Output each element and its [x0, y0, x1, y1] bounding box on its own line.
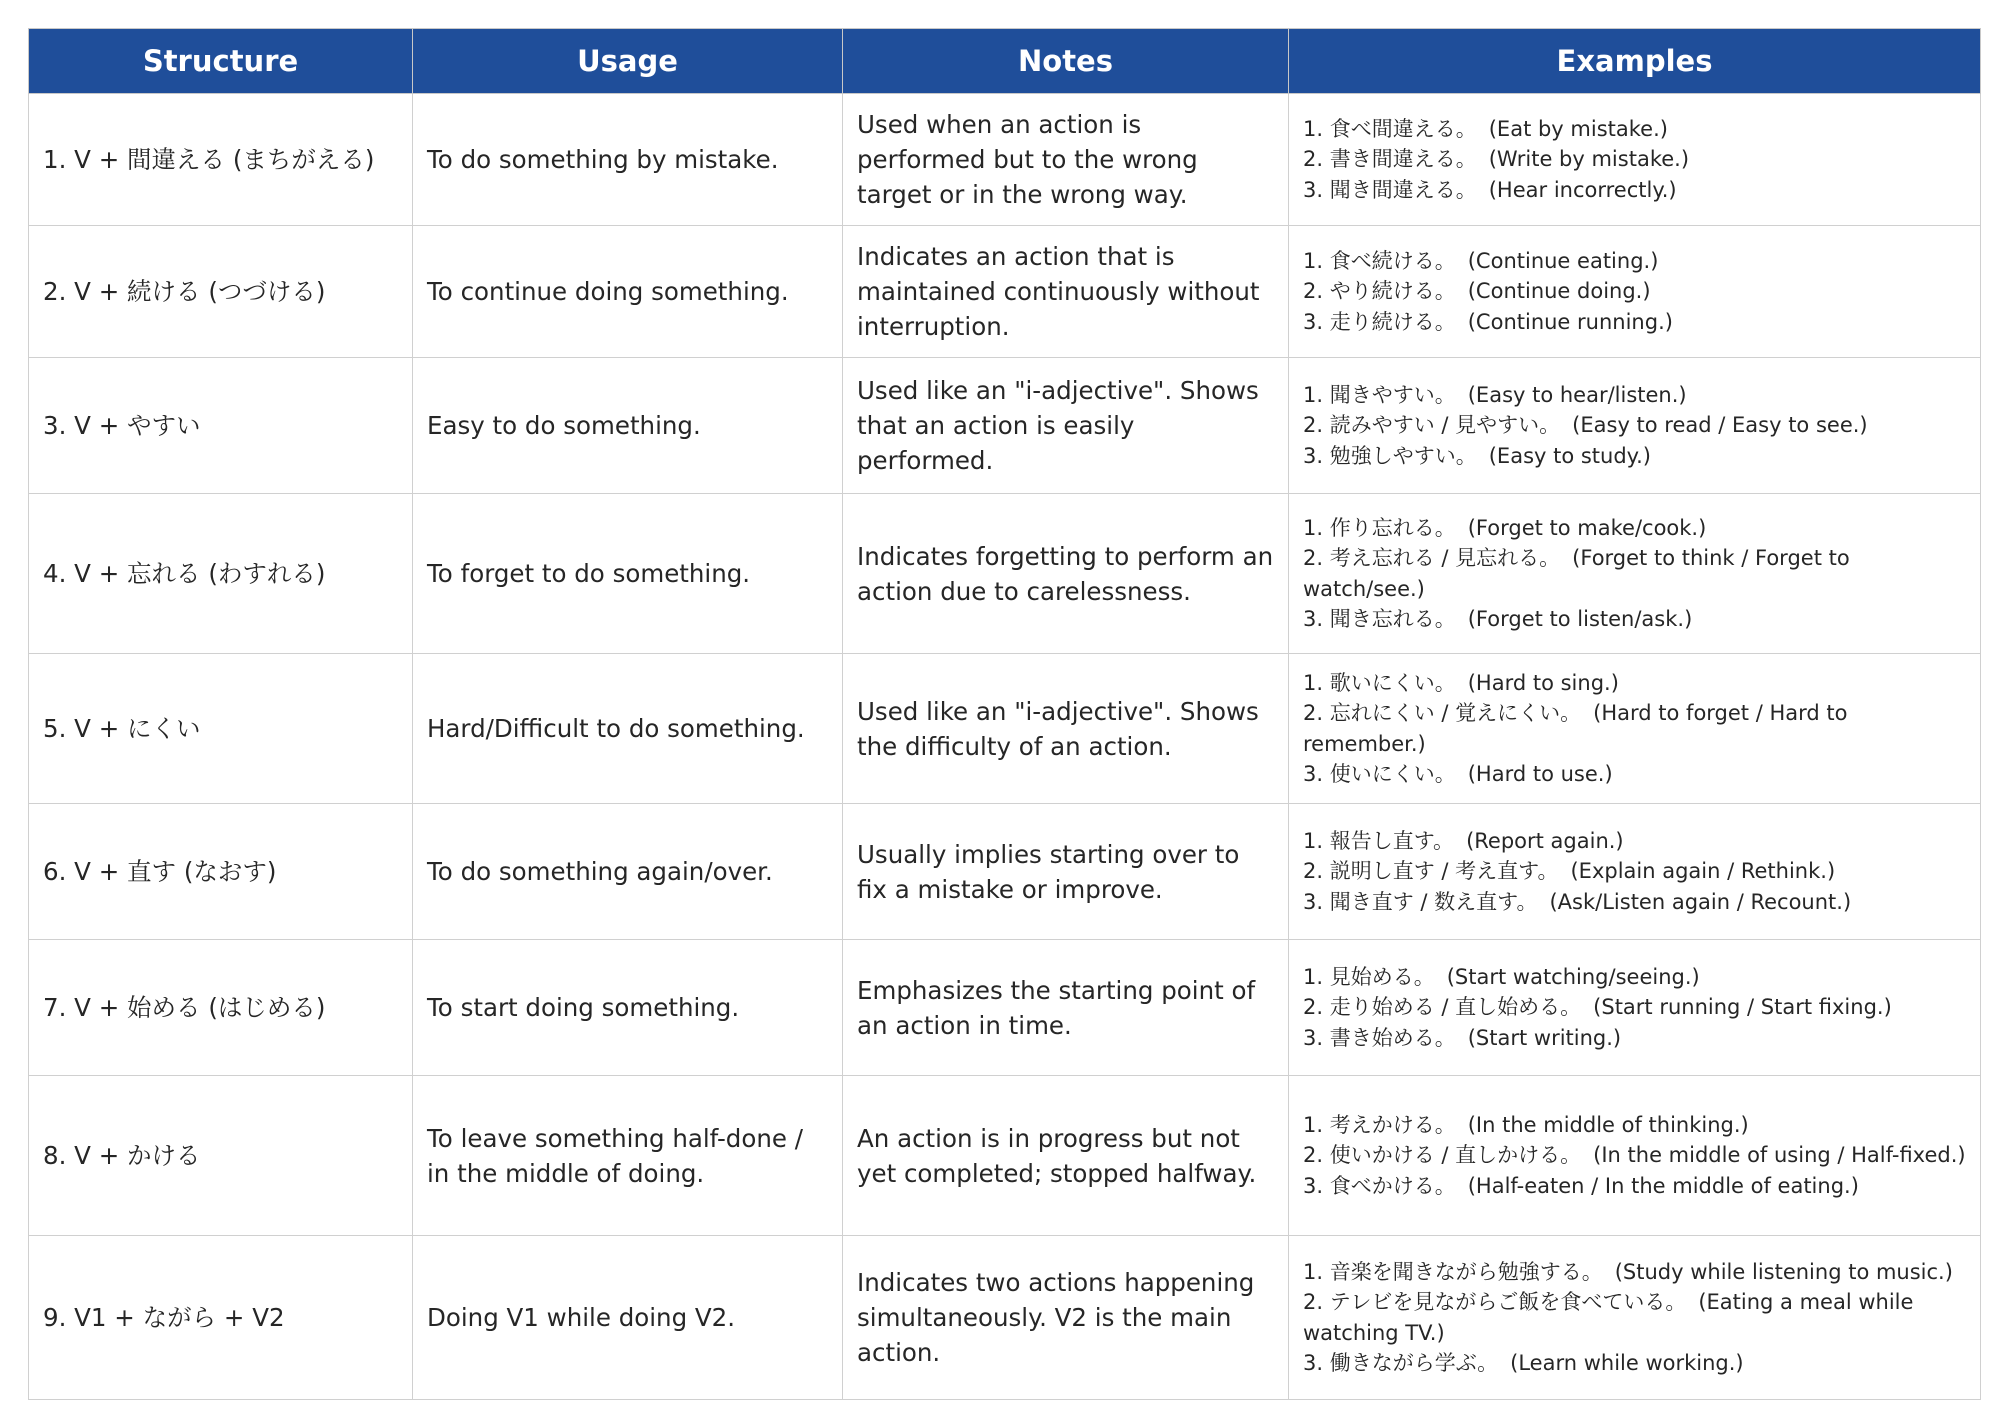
usage-cell: To forget to do something. [413, 494, 843, 654]
example-line [1303, 114, 1966, 145]
example-line [1303, 698, 1966, 759]
example-number: 3. [1303, 607, 1324, 631]
example-number: 3. [1303, 443, 1324, 468]
notes-cell: Indicates forgetting to perform an action due to carelessness. [843, 494, 1289, 654]
example-translation: (Continue running.) [1467, 309, 1673, 334]
table-body [29, 94, 1981, 1400]
grammar-table-sheet [28, 28, 1980, 1400]
notes-cell: Emphasizes the starting point of an action in time. [843, 940, 1289, 1076]
example-line [1303, 380, 1966, 411]
examples-cell [1289, 940, 1981, 1076]
example-japanese: 考え忘れる / 見忘れる。 [1329, 546, 1561, 570]
header-examples: Examples [1289, 29, 1981, 94]
example-line [1303, 1287, 1966, 1348]
example-japanese: 読みやすい / 見やすい。 [1329, 413, 1561, 438]
usage-cell: To start doing something. [413, 940, 843, 1076]
example-japanese: やり続ける。 [1329, 279, 1456, 304]
usage-cell: To leave something half-done / in the middle of doing. [413, 1076, 843, 1236]
usage-cell: Doing V1 while doing V2. [413, 1236, 843, 1400]
example-line [1303, 543, 1966, 604]
example-translation: (Continue eating.) [1467, 248, 1659, 273]
example-translation: (Study while listening to music.) [1614, 1259, 1953, 1284]
notes-cell: Used when an action is performed but to the wrong target or in the wrong way. [843, 94, 1289, 226]
example-line [1303, 246, 1966, 277]
example-line [1303, 144, 1966, 175]
notes-cell: Used like an "i-adjective". Shows that an action is easily performed. [843, 358, 1289, 494]
example-japanese: 忘れにくい / 覚えにくい。 [1329, 701, 1582, 725]
usage-cell: Hard/Difficult to do something. [413, 654, 843, 804]
notes-cell: Used like an "i-adjective". Shows the difficulty of an action. [843, 654, 1289, 804]
example-number: 1. [1303, 670, 1324, 695]
example-japanese: 聞き直す / 数え直す。 [1329, 889, 1538, 914]
example-japanese: 聞きやすい。 [1329, 382, 1456, 407]
structure-cell: 2. V + 続ける (つづける) [29, 226, 413, 358]
example-number: 2. [1303, 546, 1324, 570]
notes-cell: Indicates an action that is maintained continuously without interruption. [843, 226, 1289, 358]
example-line [1303, 668, 1966, 699]
notes-cell: Indicates two actions happening simultaneously. V2 is the main action. [843, 1236, 1289, 1400]
example-translation: (Write by mistake.) [1488, 147, 1690, 172]
example-japanese: テレビを見ながらご飯を食べている。 [1329, 1290, 1687, 1314]
example-japanese: 作り忘れる。 [1329, 515, 1456, 540]
table-row [29, 1076, 1981, 1236]
example-number: 3. [1303, 309, 1324, 334]
header-notes: Notes [843, 29, 1289, 94]
header-row [29, 29, 1981, 94]
examples-cell [1289, 804, 1981, 940]
example-line [1303, 992, 1966, 1023]
example-japanese: 考えかける。 [1329, 1112, 1456, 1137]
example-line [1303, 1171, 1966, 1202]
example-number: 2. [1303, 1290, 1324, 1314]
example-japanese: 書き始める。 [1329, 1025, 1456, 1050]
example-number: 3. [1303, 1173, 1324, 1198]
example-line [1303, 513, 1966, 544]
example-translation: (Ask/Listen again / Recount.) [1549, 889, 1852, 914]
table-row [29, 804, 1981, 940]
table-row [29, 654, 1981, 804]
example-number: 1. [1303, 116, 1324, 141]
table-row [29, 940, 1981, 1076]
structure-cell: 7. V + 始める (はじめる) [29, 940, 413, 1076]
example-number: 1. [1303, 248, 1324, 273]
example-translation: (Forget to think / Forget to watch/see.) [1303, 546, 1857, 601]
example-number: 3. [1303, 177, 1324, 202]
examples-cell [1289, 654, 1981, 804]
table-row [29, 226, 1981, 358]
example-japanese: 使いにくい。 [1329, 762, 1456, 786]
example-number: 1. [1303, 964, 1324, 989]
example-line [1303, 962, 1966, 993]
example-japanese: 歌いにくい。 [1329, 670, 1456, 695]
example-number: 3. [1303, 1025, 1324, 1050]
example-translation: (Forget to make/cook.) [1467, 515, 1707, 540]
example-number: 1. [1303, 515, 1324, 540]
example-line [1303, 1023, 1966, 1054]
examples-cell [1289, 358, 1981, 494]
structure-cell: 1. V + 間違える (まちがえる) [29, 94, 413, 226]
example-japanese: 聞き忘れる。 [1329, 607, 1456, 631]
example-number: 2. [1303, 147, 1324, 172]
structure-cell: 9. V1 + ながら + V2 [29, 1236, 413, 1400]
header-usage: Usage [413, 29, 843, 94]
example-japanese: 走り始める / 直し始める。 [1329, 995, 1582, 1020]
examples-cell [1289, 94, 1981, 226]
example-number: 1. [1303, 1112, 1324, 1137]
example-line [1303, 1348, 1966, 1379]
example-line [1303, 887, 1966, 918]
example-translation: (Easy to hear/listen.) [1467, 382, 1687, 407]
example-japanese: 食べかける。 [1329, 1173, 1456, 1198]
structure-cell: 3. V + やすい [29, 358, 413, 494]
grammar-table [28, 28, 1981, 1400]
example-number: 1. [1303, 828, 1324, 853]
example-japanese: 書き間違える。 [1329, 147, 1477, 172]
example-translation: (Half-eaten / In the middle of eating.) [1467, 1173, 1859, 1198]
example-translation: (Eat by mistake.) [1488, 116, 1668, 141]
example-translation: (Start watching/seeing.) [1446, 964, 1700, 989]
example-line [1303, 307, 1966, 338]
example-japanese: 食べ続ける。 [1329, 248, 1456, 273]
header-structure: Structure [29, 29, 413, 94]
example-line [1303, 759, 1966, 790]
example-line [1303, 1110, 1966, 1141]
structure-cell: 4. V + 忘れる (わすれる) [29, 494, 413, 654]
example-japanese: 説明し直す / 考え直す。 [1329, 859, 1559, 884]
example-translation: (Easy to study.) [1488, 443, 1651, 468]
table-row [29, 494, 1981, 654]
example-number: 3. [1303, 1351, 1324, 1375]
table-header [29, 29, 1981, 94]
example-number: 3. [1303, 889, 1324, 914]
notes-cell: Usually implies starting over to fix a mistake or improve. [843, 804, 1289, 940]
example-number: 2. [1303, 279, 1324, 304]
example-translation: (Hard to forget / Hard to remember.) [1303, 701, 1855, 756]
example-line [1303, 175, 1966, 206]
example-line [1303, 1257, 1966, 1288]
usage-cell: To do something by mistake. [413, 94, 843, 226]
example-japanese: 食べ間違える。 [1329, 116, 1477, 141]
example-translation: (Hard to use.) [1467, 762, 1613, 786]
examples-cell [1289, 226, 1981, 358]
example-japanese: 音楽を聞きながら勉強する。 [1329, 1259, 1603, 1284]
example-line [1303, 410, 1966, 441]
example-japanese: 報告し直す。 [1329, 828, 1455, 853]
example-translation: (Hard to sing.) [1467, 670, 1619, 695]
example-japanese: 働きながら学ぶ。 [1329, 1351, 1499, 1375]
example-number: 2. [1303, 995, 1324, 1020]
example-translation: (Hear incorrectly.) [1488, 177, 1677, 202]
table-row [29, 358, 1981, 494]
example-number: 3. [1303, 762, 1324, 786]
usage-cell: To do something again/over. [413, 804, 843, 940]
examples-cell [1289, 494, 1981, 654]
example-translation: (Explain again / Rethink.) [1570, 859, 1836, 884]
example-line [1303, 441, 1966, 472]
table-row [29, 94, 1981, 226]
example-japanese: 勉強しやすい。 [1329, 443, 1477, 468]
example-translation: (Easy to read / Easy to see.) [1572, 413, 1868, 438]
example-japanese: 見始める。 [1329, 964, 1435, 989]
example-translation: (In the middle of using / Half-fixed.) [1593, 1143, 1966, 1168]
example-translation: (In the middle of thinking.) [1467, 1112, 1749, 1137]
example-number: 2. [1303, 701, 1324, 725]
example-translation: (Start running / Start fixing.) [1593, 995, 1892, 1020]
example-translation: (Forget to listen/ask.) [1467, 607, 1693, 631]
example-translation: (Learn while working.) [1510, 1351, 1744, 1375]
examples-cell [1289, 1076, 1981, 1236]
usage-cell: To continue doing something. [413, 226, 843, 358]
example-translation: (Continue doing.) [1467, 279, 1651, 304]
example-line [1303, 826, 1966, 857]
example-japanese: 使いかける / 直しかける。 [1329, 1143, 1582, 1168]
example-translation: (Start writing.) [1467, 1025, 1622, 1050]
example-line [1303, 604, 1966, 635]
structure-cell: 6. V + 直す (なおす) [29, 804, 413, 940]
example-number: 2. [1303, 413, 1324, 438]
example-line [1303, 1140, 1966, 1171]
example-number: 2. [1303, 1143, 1324, 1168]
example-number: 1. [1303, 382, 1324, 407]
structure-cell: 8. V + かける [29, 1076, 413, 1236]
example-number: 1. [1303, 1259, 1324, 1284]
table-row [29, 1236, 1981, 1400]
notes-cell: An action is in progress but not yet completed; stopped halfway. [843, 1076, 1289, 1236]
example-line [1303, 276, 1966, 307]
structure-cell: 5. V + にくい [29, 654, 413, 804]
example-translation: (Report again.) [1466, 828, 1624, 853]
usage-cell: Easy to do something. [413, 358, 843, 494]
example-number: 2. [1303, 859, 1324, 884]
examples-cell [1289, 1236, 1981, 1400]
example-line [1303, 856, 1966, 887]
example-japanese: 走り続ける。 [1329, 309, 1456, 334]
example-translation: (Eating a meal while watching TV.) [1303, 1290, 1921, 1345]
example-japanese: 聞き間違える。 [1329, 177, 1477, 202]
